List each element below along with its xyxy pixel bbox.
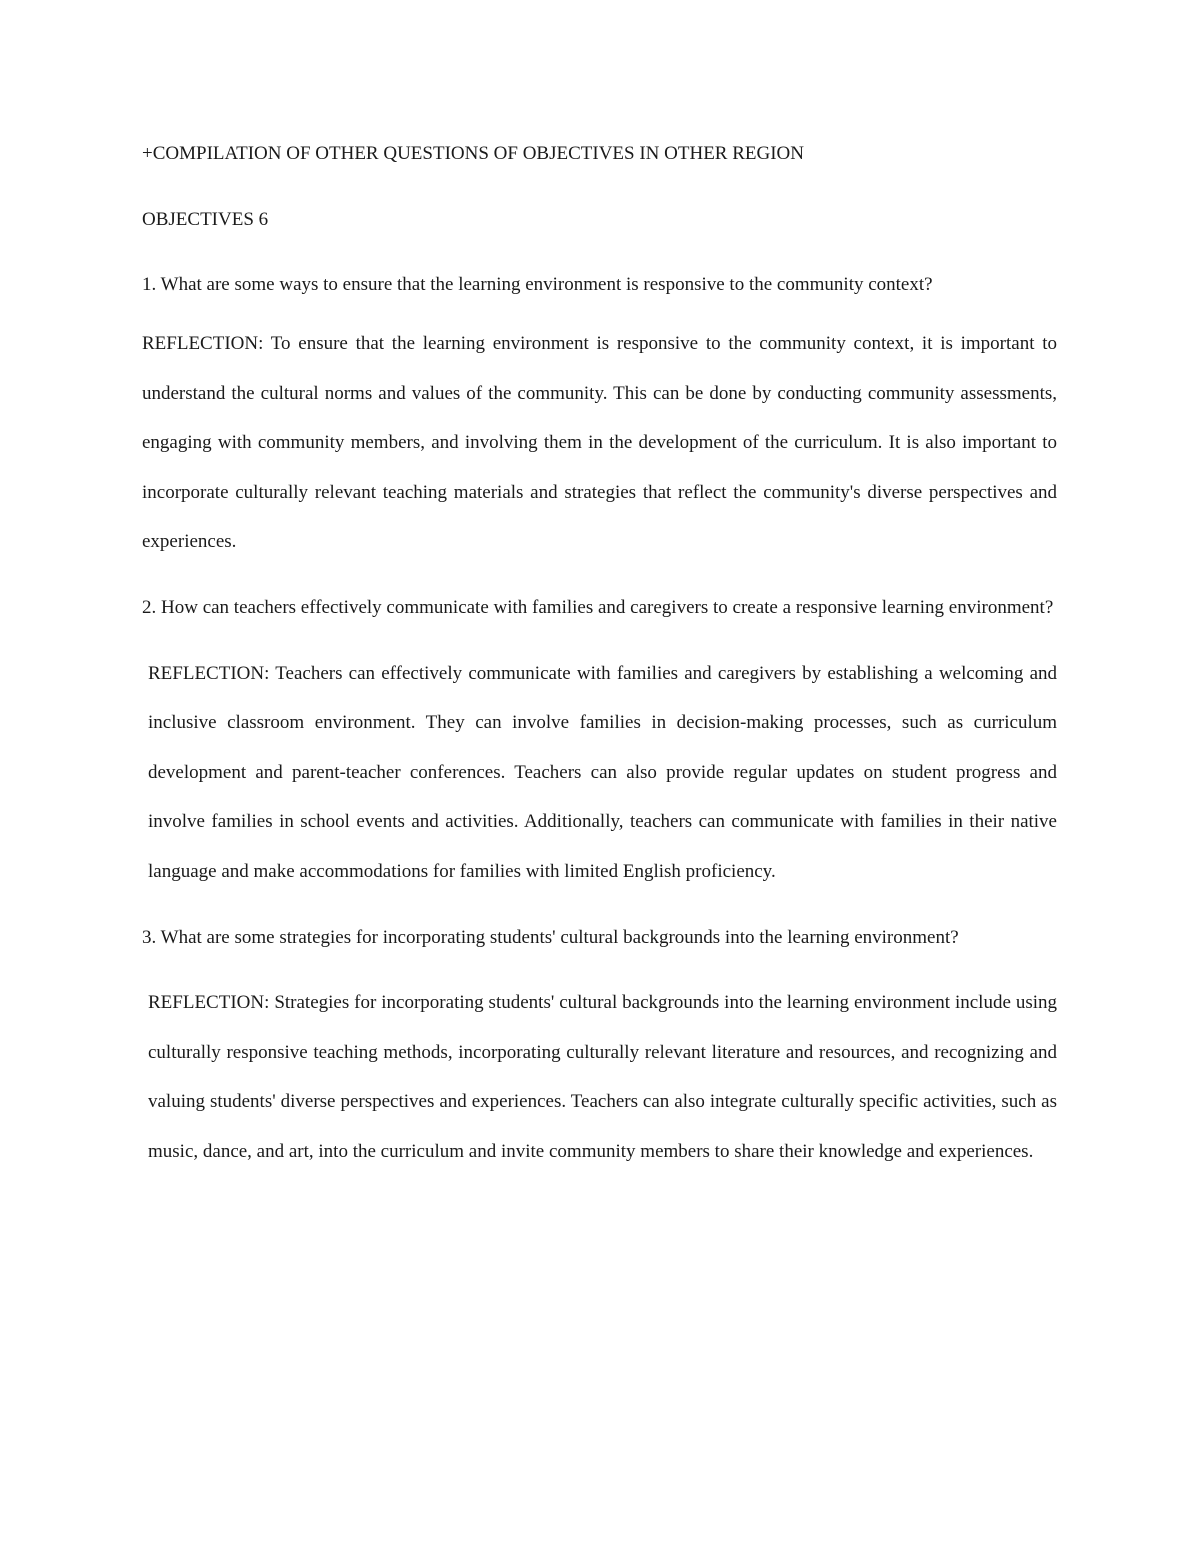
question-2: 2. How can teachers effectively communicate with families and caregivers to create a responsive learning environment? [142,596,1054,618]
reflection-3: REFLECTION: Strategies for incorporating students' cultural backgrounds into the learning environment include using culturally responsive teaching methods, incorporating culturally relevant literature and resources, and recognizing and valuing students' diverse perspectives and experiences. Teachers can also integrate culturally specific activities, such as music, dance, and art, into the curriculum and invite community members to share their knowledge and experiences. [148,992,1057,1162]
reflection-1: REFLECTION: To ensure that the learning environment is responsive to the community context, it is important to understand the cultural norms and values of the community. This can be done by conducting community assessments, engaging with community members, and involving them in the development of the curriculum. It is also important to incorporate culturally relevant teaching materials and strategies that reflect the community's diverse perspectives and experiences. [142,333,1057,553]
question-1: 1. What are some ways to ensure that the learning environment is responsive to the community context? [142,274,933,295]
question-3: 3. What are some strategies for incorporating students' cultural backgrounds into the learning environment? [142,926,959,948]
reflection-2: REFLECTION: Teachers can effectively communicate with families and caregivers by establishing a welcoming and inclusive classroom environment. They can involve families in decision-making processes, such as curriculum development and parent-teacher conferences. Teachers can also provide regular updates on student progress and involve families in school events and activities. Additionally, teachers can communicate with families in their native language and make accommodations for families with limited English proficiency. [148,662,1057,882]
document-body [142,138,1057,1193]
document-heading: +COMPILATION OF OTHER QUESTIONS OF OBJECTIVES IN OTHER REGION [142,143,804,164]
section-title: OBJECTIVES 6 [142,209,269,230]
